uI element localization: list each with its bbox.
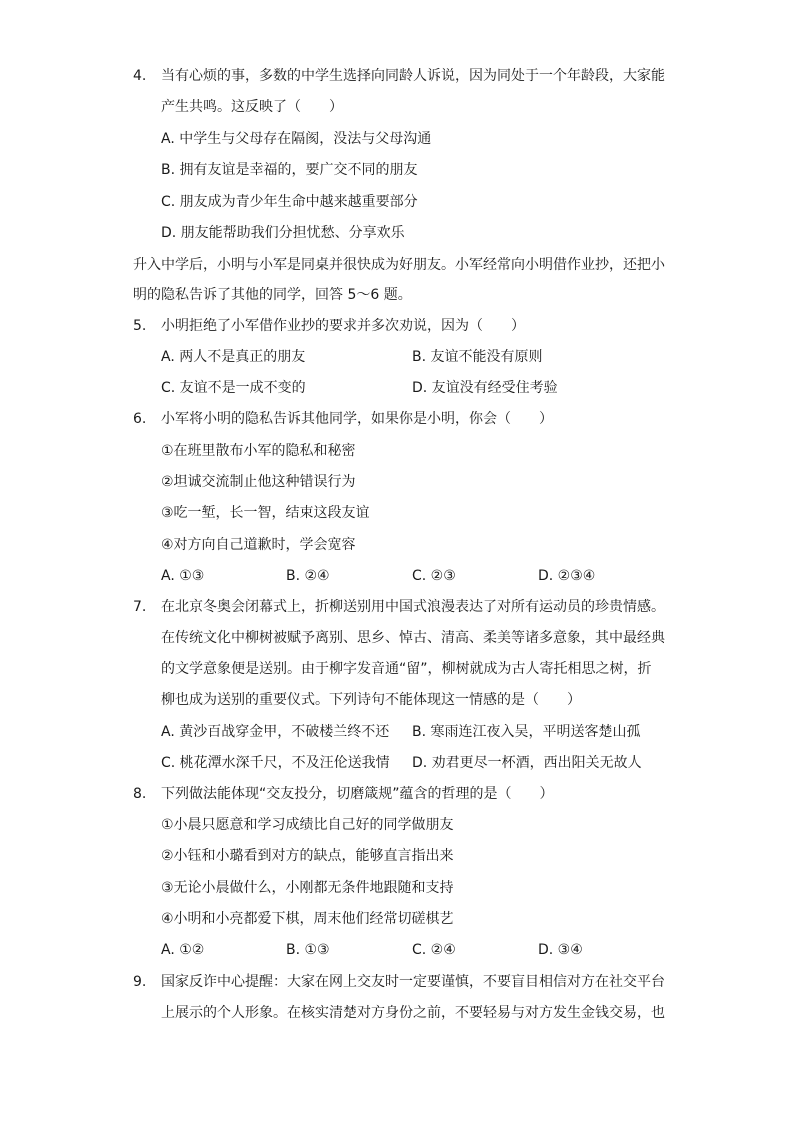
q8-stem: 下列做法能体现“交友投分，切磨箴规”蕴含的哲理的是（ ） bbox=[161, 786, 554, 802]
q6-option-b: B. ②④ bbox=[286, 568, 330, 584]
q6-option-a: A. ①③ bbox=[161, 568, 205, 584]
q7-stem-line3: 的文学意象便是送别。由于柳字发音通“留”，柳树就成为古人寄托相思之树，折 bbox=[161, 661, 652, 677]
q4-stem-line1: 当有心烦的事，多数的中学生选择向同龄人诉说，因为同处于一个年龄段，大家能 bbox=[161, 68, 665, 84]
q9-stem-line2: 上展示的个人形象。在核实清楚对方身份之前，不要轻易与对方发生金钱交易，也 bbox=[161, 1005, 665, 1021]
q6-number: 6. bbox=[133, 411, 147, 427]
q4-stem-line2: 产生共鸣。这反映了（ ） bbox=[161, 99, 343, 115]
q8-item-4: ④小明和小亮都爱下棋，周末他们经常切磋棋艺 bbox=[161, 911, 454, 927]
q7-option-c: C. 桃花潭水深千尺，不及汪伦送我情 bbox=[161, 755, 390, 771]
q4-option-c: C. 朋友成为青少年生命中越来越重要部分 bbox=[161, 194, 418, 210]
q4-number: 4. bbox=[133, 68, 147, 84]
q8-option-b: B. ①③ bbox=[286, 942, 330, 958]
q5-option-d: D. 友谊没有经受住考验 bbox=[412, 380, 558, 396]
q5-number: 5. bbox=[133, 318, 147, 334]
q4-option-d: D. 朋友能帮助我们分担忧愁、分享欢乐 bbox=[161, 225, 405, 241]
q6-option-c: C. ②③ bbox=[412, 568, 456, 584]
q7-option-d: D. 劝君更尽一杯酒，西出阳关无故人 bbox=[412, 755, 642, 771]
q6-item-1: ①在班里散布小军的隐私和秘密 bbox=[161, 443, 356, 459]
q8-number: 8. bbox=[133, 786, 147, 802]
q4-option-b: B. 拥有友谊是幸福的，要广交不同的朋友 bbox=[161, 162, 418, 178]
q7-stem-line1: 在北京冬奥会闭幕式上，折柳送别用中国式浪漫表达了对所有运动员的珍贵情感。 bbox=[161, 599, 665, 615]
q9-number: 9. bbox=[133, 974, 147, 990]
intro-line1: 升入中学后，小明与小军是同桌并很快成为好朋友。小军经常向小明借作业抄，还把小 bbox=[133, 257, 665, 273]
q7-number: 7. bbox=[133, 599, 147, 615]
q6-stem: 小军将小明的隐私告诉其他同学，如果你是小明，你会（ ） bbox=[161, 411, 553, 427]
q6-option-d: D. ②③④ bbox=[538, 568, 596, 584]
q6-item-3: ③吃一堑，长一智，结束这段友谊 bbox=[161, 505, 370, 521]
q8-option-d: D. ③④ bbox=[538, 942, 583, 958]
q5-option-a: A. 两人不是真正的朋友 bbox=[161, 349, 306, 365]
q7-option-b: B. 寒雨连江夜入吴，平明送客楚山孤 bbox=[412, 724, 641, 740]
q4-option-a: A. 中学生与父母存在隔阂，没法与父母沟通 bbox=[161, 131, 432, 147]
q5-stem: 小明拒绝了小军借作业抄的要求并多次劝说，因为（ ） bbox=[161, 318, 525, 334]
q8-item-2: ②小钰和小璐看到对方的缺点，能够直言指出来 bbox=[161, 848, 454, 864]
q6-item-4: ④对方向自己道歉时，学会宽容 bbox=[161, 537, 356, 553]
q5-option-b: B. 友谊不能没有原则 bbox=[412, 349, 543, 365]
q8-option-c: C. ②④ bbox=[412, 942, 456, 958]
intro-line2: 明的隐私告诉了其他的同学，回答 5～6 题。 bbox=[133, 287, 412, 303]
q7-option-a: A. 黄沙百战穿金甲，不破楼兰终不还 bbox=[161, 724, 390, 740]
q8-option-a: A. ①② bbox=[161, 942, 205, 958]
q8-item-1: ①小晨只愿意和学习成绩比自己好的同学做朋友 bbox=[161, 817, 454, 833]
q7-stem-line4: 柳也成为送别的重要仪式。下列诗句不能体现这一情感的是（ ） bbox=[161, 692, 581, 708]
q8-item-3: ③无论小晨做什么，小刚都无条件地跟随和支持 bbox=[161, 880, 454, 896]
q5-option-c: C. 友谊不是一成不变的 bbox=[161, 380, 306, 396]
q6-item-2: ②坦诚交流制止他这种错误行为 bbox=[161, 474, 356, 490]
q7-stem-line2: 在传统文化中柳树被赋予离别、思乡、悼古、清高、柔美等诸多意象，其中最经典 bbox=[161, 630, 665, 646]
q9-stem-line1: 国家反诈中心提醒：大家在网上交友时一定要谨慎，不要盲目相信对方在社交平台 bbox=[161, 974, 665, 990]
